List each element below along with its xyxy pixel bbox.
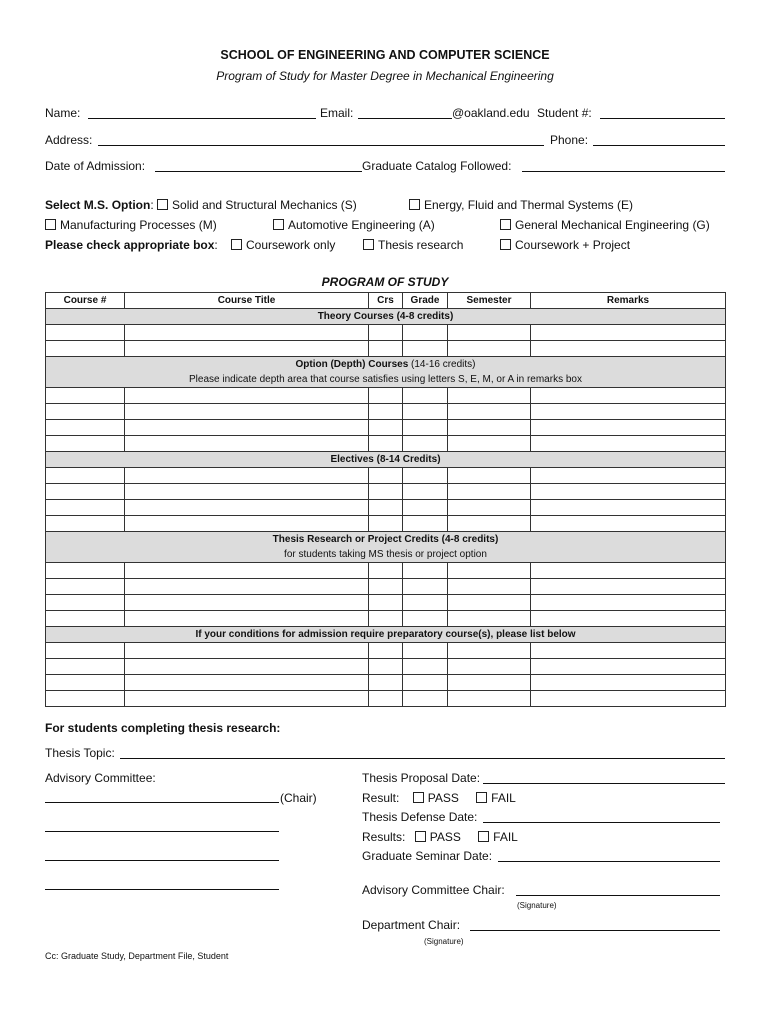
check-box-label-row [45,238,218,252]
committee-member-1-field[interactable] [45,831,279,832]
checkbox-defense-fail[interactable] [478,831,489,842]
chair-label: (Chair) [280,791,317,805]
table-row[interactable] [46,516,726,532]
col-semester: Semester [448,293,531,309]
thesis-research: Thesis research [378,238,464,252]
signature-caption-2: (Signature) [424,937,464,946]
department-chair-label: Department Chair: [362,918,461,932]
committee-chair-field[interactable] [45,802,279,803]
seminar-date-label: Graduate Seminar Date: [362,849,493,863]
table-row[interactable] [46,420,726,436]
cc-footer: Cc: Graduate Study, Department File, Student [45,951,229,961]
table-row[interactable] [46,500,726,516]
colon: : [150,198,154,212]
section-option-note: Please indicate depth area that course satisfies using letters S, E, M, or A in remarks box [189,374,582,385]
catalog-label: Graduate Catalog Followed: [362,159,512,173]
section-option [46,357,726,388]
table-row[interactable] [46,595,726,611]
checkbox-defense-pass[interactable] [415,831,426,842]
checkbox-proposal-pass[interactable] [413,792,424,803]
address-label: Address: [45,133,93,147]
coursework-project-item [500,238,630,252]
seminar-date-field[interactable] [498,861,720,862]
ms-option-label: Select M.S. Option [45,198,151,212]
section-electives-label: Electives (8-14 Credits) [330,454,441,465]
option-general-item [500,218,710,232]
table-row[interactable] [46,659,726,675]
option-manufacturing-item [45,218,217,232]
table-row[interactable] [46,563,726,579]
result-label: Result: [362,791,400,805]
committee-member-3-field[interactable] [45,889,279,890]
email-label: Email: [320,106,354,120]
check-box-label: Please check appropriate box [45,238,215,252]
section-option-label: Option (Depth) Courses [295,359,409,370]
checkbox-manufacturing[interactable] [45,219,56,230]
table-row[interactable] [46,404,726,420]
col-course-title: Course Title [125,293,369,309]
table-row[interactable] [46,579,726,595]
section-thesis-note: for students taking MS thesis or project option [284,549,487,560]
proposal-result-row [362,791,516,805]
defense-date-label: Thesis Defense Date: [362,810,478,824]
email-domain: @oakland.edu [452,106,530,120]
checkbox-thesis-research[interactable] [363,239,374,250]
name-label: Name: [45,106,81,120]
colon: : [214,238,218,252]
checkbox-proposal-fail[interactable] [476,792,487,803]
table-row[interactable] [46,484,726,500]
section-thesis-credits [46,532,726,563]
program-table [45,292,726,707]
col-course-number: Course # [46,293,125,309]
table-row[interactable] [46,691,726,707]
ms-option-row-1 [45,198,357,212]
results-label: Results: [362,830,406,844]
col-remarks: Remarks [531,293,726,309]
phone-field[interactable] [593,145,725,146]
checkbox-energy[interactable] [409,199,420,210]
thesis-topic-field[interactable] [120,758,725,759]
option-automotive: Automotive Engineering (A) [288,218,435,232]
table-row[interactable] [46,611,726,627]
section-theory-label: Theory Courses (4-8 credits) [317,311,454,322]
option-general: General Mechanical Engineering (G) [515,218,710,232]
student-number-label: Student #: [537,106,592,120]
section-preparatory-label: If your conditions for admission require preparatory course(s), please list below [195,629,576,640]
table-row[interactable] [46,468,726,484]
section-theory [46,309,726,325]
department-chair-signature-field[interactable] [470,930,720,931]
advisory-committee-label: Advisory Committee: [45,771,156,785]
proposal-date-field[interactable] [483,783,725,784]
table-row[interactable] [46,643,726,659]
program-title: PROGRAM OF STUDY [321,275,449,289]
thesis-heading: For students completing thesis research: [45,721,281,735]
table-row[interactable] [46,436,726,452]
coursework-only-item [231,238,335,252]
fail-label: FAIL [491,791,516,805]
table-row[interactable] [46,388,726,404]
phone-label: Phone: [550,133,589,147]
checkbox-solid[interactable] [157,199,168,210]
checkbox-coursework-only[interactable] [231,239,242,250]
address-field[interactable] [98,145,544,146]
option-solid: Solid and Structural Mechanics (S) [172,198,357,212]
section-thesis-label: Thesis Research or Project Credits (4-8 credits) [272,534,499,545]
form-title: SCHOOL OF ENGINEERING AND COMPUTER SCIENCE [220,48,550,62]
catalog-field[interactable] [522,171,725,172]
option-energy-item [409,198,633,212]
advisory-chair-signature-field[interactable] [516,895,720,896]
checkbox-automotive[interactable] [273,219,284,230]
section-option-credits: (14-16 credits) [408,359,476,370]
admission-date-label: Date of Admission: [45,159,146,173]
option-manufacturing: Manufacturing Processes (M) [60,218,217,232]
form-subtitle: Program of Study for Master Degree in Mechanical Engineering [216,69,554,83]
advisory-chair-label: Advisory Committee Chair: [362,883,505,897]
email-field[interactable] [358,118,452,119]
option-energy: Energy, Fluid and Thermal Systems (E) [424,198,633,212]
defense-date-field[interactable] [483,822,720,823]
checkbox-coursework-project[interactable] [500,239,511,250]
committee-member-2-field[interactable] [45,860,279,861]
coursework-only: Coursework only [246,238,336,252]
table-row[interactable] [46,675,726,691]
table-row[interactable] [46,341,726,357]
option-automotive-item [273,218,435,232]
checkbox-general[interactable] [500,219,511,230]
pass-label: PASS [427,791,459,805]
thesis-topic-label: Thesis Topic: [45,746,115,760]
section-electives [46,452,726,468]
col-credits: Crs [369,293,403,309]
coursework-project: Coursework + Project [515,238,631,252]
name-field[interactable] [88,118,316,119]
pass-label: PASS [429,830,461,844]
fail-label: FAIL [493,830,518,844]
table-row[interactable] [46,325,726,341]
col-grade: Grade [403,293,448,309]
defense-result-row [362,830,518,844]
section-preparatory [46,627,726,643]
proposal-date-label: Thesis Proposal Date: [362,771,481,785]
student-number-field[interactable] [600,118,725,119]
admission-date-field[interactable] [155,171,362,172]
signature-caption-1: (Signature) [517,901,557,910]
thesis-research-item [363,238,463,252]
